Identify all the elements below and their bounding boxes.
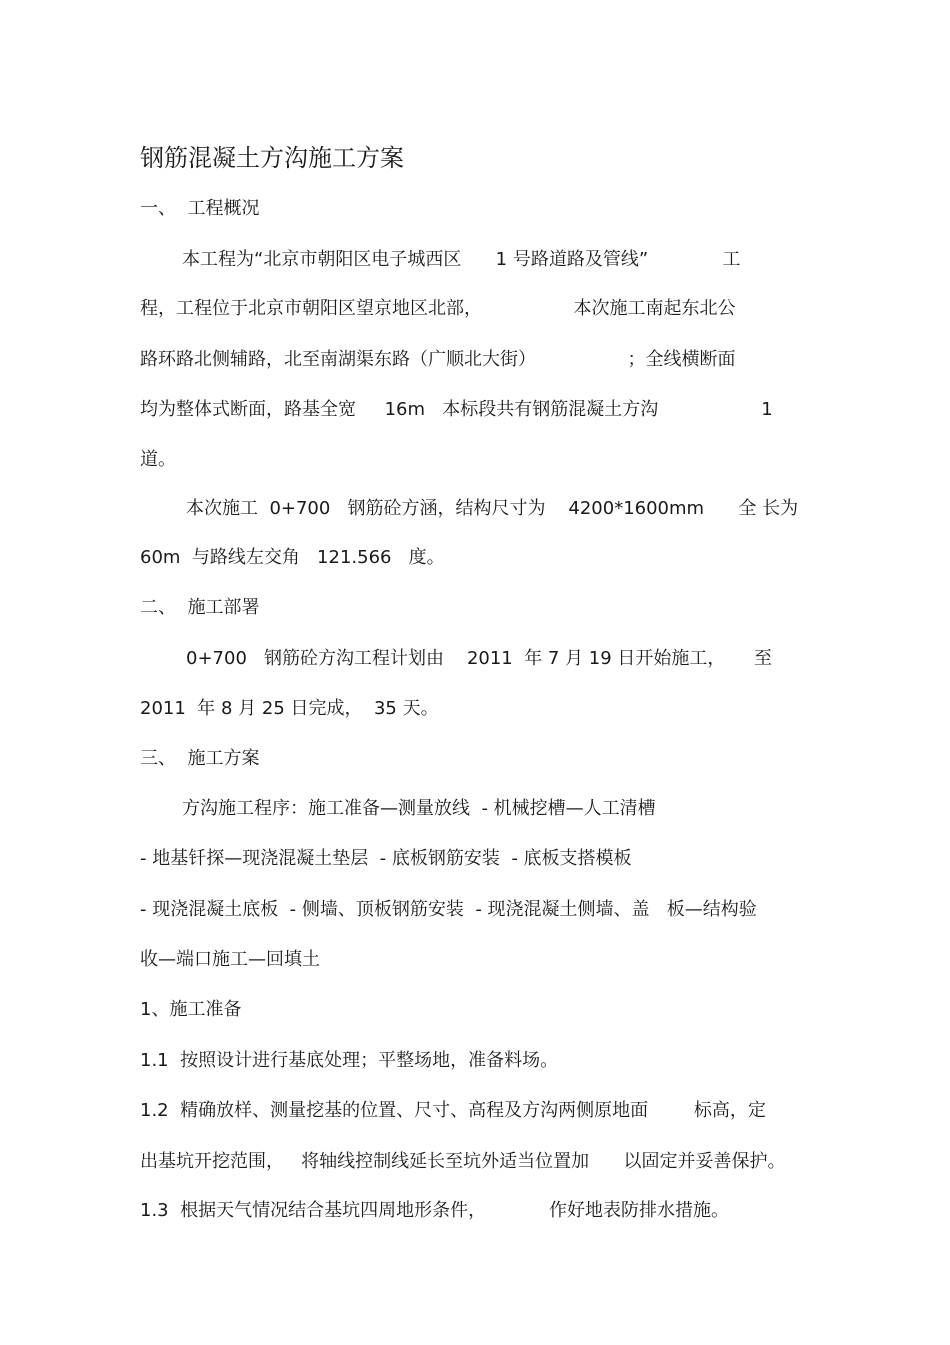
paragraph-line: 本工程为“北京市朝阳区电子城西区 1 号路道路及管线” 工 — [182, 249, 741, 270]
subsection-heading-preparation: 1、施工准备 — [140, 999, 242, 1020]
paragraph-line: 2011 年 8 月 25 日完成， 35 天。 — [140, 698, 439, 719]
paragraph-line: 60m 与路线左交角 121.566 度。 — [140, 547, 445, 568]
paragraph-line: 本次施工 0+700 钢筋砼方涵，结构尺寸为 4200*1600mm 全 长为 — [186, 498, 799, 519]
paragraph-line: 道。 — [140, 449, 176, 470]
paragraph-line: - 现浇混凝土底板 - 侧墙、顶板钢筋安装 - 现浇混凝土侧墙、盖 板—结构验 — [140, 899, 757, 920]
list-item-continuation: 出基坑开挖范围， 将轴线控制线延长至坑外适当位置加 以固定并妥善保护。 — [140, 1151, 786, 1172]
paragraph-line: 路环路北侧辅路，北至南湖渠东路（广顺北大街） ；全线横断面 — [140, 349, 736, 370]
section-heading-plan: 三、 施工方案 — [140, 748, 260, 769]
list-item: 1.2 精确放样、测量挖基的位置、尺寸、高程及方沟两侧原地面 标高，定 — [140, 1100, 766, 1121]
document-title: 钢筋混凝土方沟施工方案 — [140, 144, 404, 172]
paragraph-line: 均为整体式断面，路基全宽 16m 本标段共有钢筋混凝土方沟 1 — [140, 399, 773, 420]
section-heading-overview: 一、 工程概况 — [140, 198, 260, 219]
paragraph-line: 收—端口施工—回填土 — [140, 949, 320, 970]
list-item: 1.3 根据天气情况结合基坑四周地形条件， 作好地表防排水措施。 — [140, 1200, 730, 1221]
paragraph-line: 程，工程位于北京市朝阳区望京地区北部， 本次施工南起东北公 — [140, 298, 736, 319]
paragraph-line: 0+700 钢筋砼方沟工程计划由 2011 年 7 月 19 日开始施工， 至 — [186, 648, 773, 669]
list-item: 1.1 按照设计进行基底处理；平整场地，准备料场。 — [140, 1050, 559, 1071]
paragraph-line: - 地基钎探—现浇混凝土垫层 - 底板钢筋安装 - 底板支搭模板 — [140, 848, 632, 869]
paragraph-line: 方沟施工程序：施工准备—测量放线 - 机械挖槽—人工清槽 — [182, 798, 656, 819]
section-heading-deployment: 二、 施工部署 — [140, 597, 260, 618]
